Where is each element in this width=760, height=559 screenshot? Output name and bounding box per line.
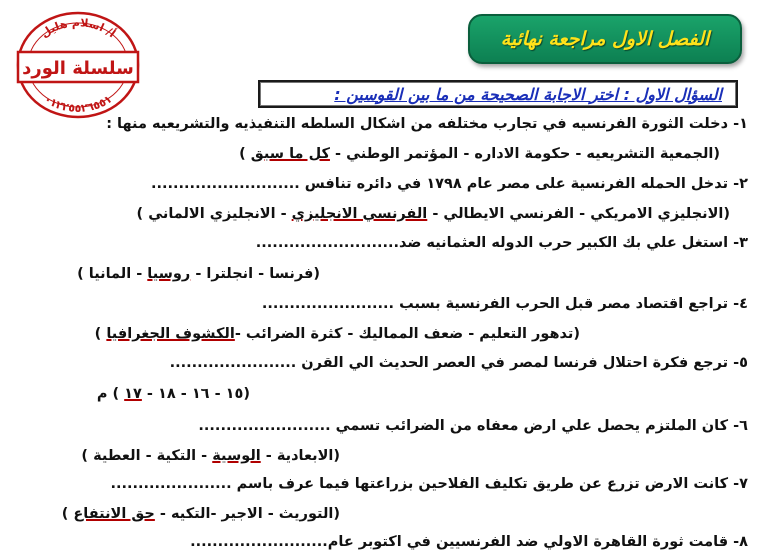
chapter-banner	[468, 14, 742, 64]
answer-3: روسيا	[147, 266, 191, 282]
stamp-logo	[8, 6, 148, 124]
answer-4: الكشوف الجغرافيا	[106, 326, 235, 342]
section-title: السؤال الاول : اختر الاجابة الصحيحة من ما بين القوسين :	[334, 84, 722, 104]
answer-7: حق الانتفاع	[73, 506, 155, 522]
stamp-phone: ٠١٢٢٥٥٢٦٥٥١	[41, 92, 115, 115]
answer-6: الوسية	[212, 448, 261, 464]
stamp-author: أ/ اسلام هليل	[38, 16, 118, 41]
choices-4: (تدهور التعليم - ضعف المماليك - كثرة الضرائب -الكشوف الجغرافيا )	[94, 326, 580, 342]
choices-1: (الجمعية التشريعيه - حكومة الاداره - المؤتمر الوطني - كل ما سبق )	[239, 146, 720, 162]
question-2: ٢- تدخل الحمله الفرنسية على مصر عام ١٧٩٨ في دائره تنافس ...........................	[151, 176, 748, 192]
question-6: ٦- كان الملتزم يحصل علي ارض معفاه من الضرائب تسمي ........................	[198, 418, 748, 434]
stamp-brand: سلسلة الورد	[22, 58, 134, 79]
answer-5: ١٧	[124, 386, 142, 402]
choices-5: (١٥ - ١٦ - ١٨ - ١٧ ) م	[96, 386, 250, 402]
answer-1: كل ما سبق	[250, 146, 330, 162]
choices-2: (الانجليزي الامريكي - الفرنسي الايطالي - الفرنسي الانجليزي - الانجليزي الالماني )	[136, 206, 730, 222]
choices-3: (فرنسا - انجلترا - روسيا - المانيا )	[77, 266, 320, 282]
question-4: ٤- تراجع اقتصاد مصر قبل الحرب الفرنسية بسبب ........................	[261, 296, 748, 312]
choices-6: (الابعادية - الوسية - التكية - العطية )	[81, 448, 340, 464]
banner-title: الفصل الاول مراجعة نهائية	[500, 28, 710, 50]
answer-2: الفرنسي الانجليزي	[291, 206, 428, 222]
question-7: ٧- كانت الارض تزرع عن طريق تكليف الفلاحين بزراعتها فيما عرف باسم ......................	[110, 476, 748, 492]
question-1: ١- دخلت الثورة الفرنسيه في تجارب مختلفه من اشكال السلطه التنفيذيه والتشريعيه منها :	[106, 116, 748, 132]
question-8: ٨- قامت ثورة القاهرة الاولي ضد الفرنسيين في اكتوبر عام.........................	[190, 534, 748, 550]
question-3: ٣- استغل علي بك الكبير حرب الدوله العثمانيه ضد..........................	[255, 235, 748, 251]
choices-7: (التوريث - الاجير -التكيه - حق الانتفاع )	[61, 506, 340, 522]
section-title-box	[258, 80, 738, 108]
question-5: ٥- ترجع فكرة احتلال فرنسا لمصر في العصر الحديث الي القرن .......................	[169, 355, 748, 371]
